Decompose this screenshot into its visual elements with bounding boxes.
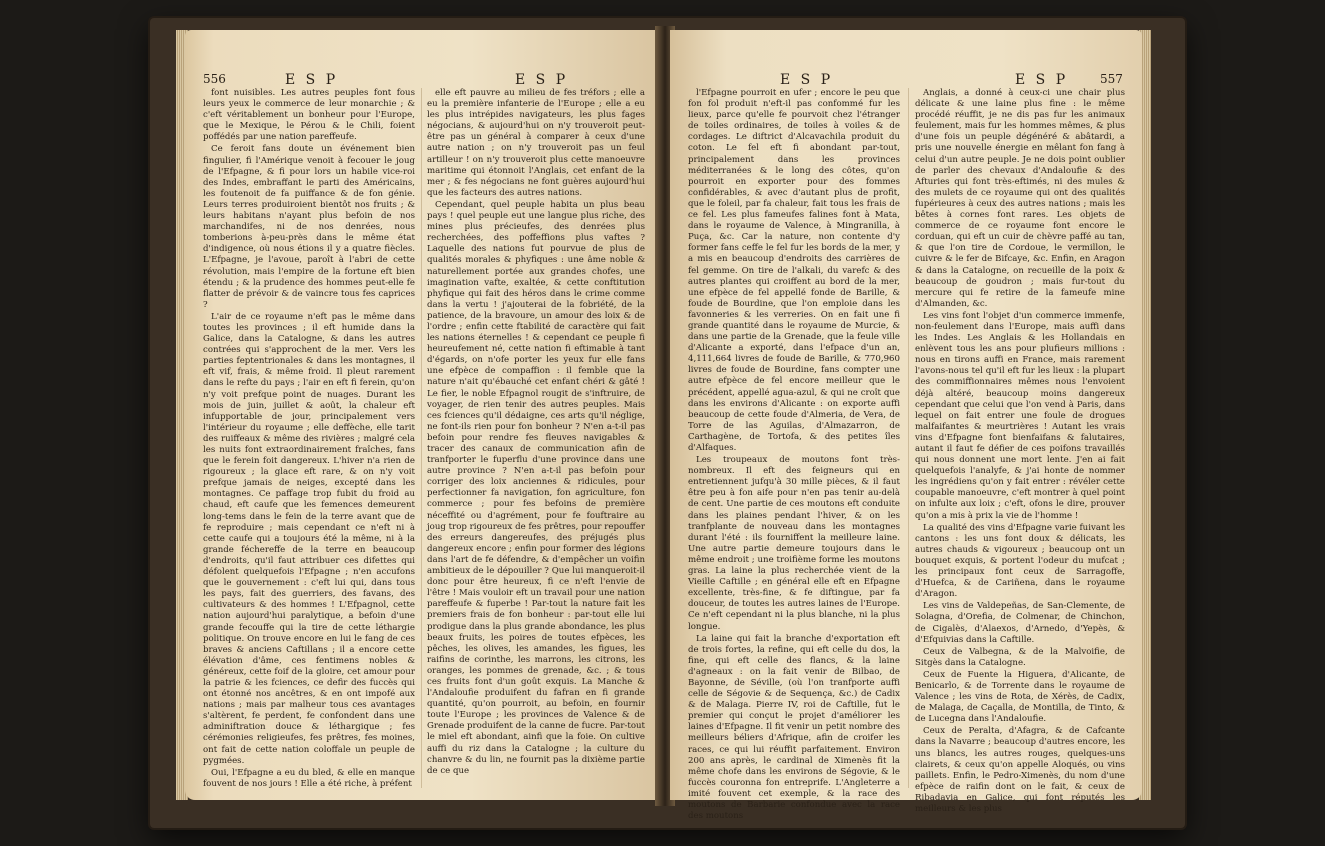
paragraph: Oui, l'Efpagne a eu du bled, & elle en manque fouvent de nos jours ! Elle a été riche, à préfent bbox=[203, 767, 415, 789]
right-page-column-1 bbox=[688, 88, 900, 823]
column-rule bbox=[421, 88, 422, 788]
running-head-right-b: E S P bbox=[1015, 72, 1069, 88]
right-page bbox=[670, 30, 1142, 822]
paragraph: Ceux de Fuente la Higuera, d'Alicante, de Benicarlo, & de Torrente dans le royaume de Valence ; les vins de Rota, de Xérès, de Cadix, de Malaga, de Caçalla, de Montilla, de Tinto, & de Lucegna dans l'Andaloufie. bbox=[915, 669, 1125, 725]
running-head-right-a: E S P bbox=[780, 72, 834, 88]
left-page-column-1 bbox=[203, 88, 415, 791]
page-number-right: 557 bbox=[1100, 72, 1123, 86]
right-page-column-2 bbox=[915, 88, 1125, 816]
paragraph: Cependant, quel peuple habita un plus beau pays ! quel peuple eut une langue plus riche, des mines plus précieufes, des denrées plus recherchées, des poffeffions plus vaftes ? Laquelle des nations fut pourvue de plus de qualités morales & phyfiques : une âme noble & naturellement portée aux grandes chofes, une imagination vafte, exaltée, & cette conftitution phyfique qui fait des héros dans le crime comme dans la vertu ! j'ajouterai de la fobriété, de la patience, de la bravoure, un amour des loix & de l'ordre ; enfin cette ftabilité de caractère qui fait les nations éternelles ! & cependant ce peuple fi heureufement né, cette nation fi eftimable à tant d'égards, on n'ofe porter les yeux fur elle fans une efpèce de compaffion : il femble que la nature n'ait qu'ébauché cet enfant chéri & gâté ! Le fier, le noble Efpagnol rougit de s'inftruire, de voyager, de rien tenir des autres peuples. Mais ces fciences qu'il dédaigne, ces arts qu'il néglige, ne font-ils rien pour fon bonheur ? N'en a-t-il pas befoin pour rendre fes fleuves navigables & tracer des canaux de communication afin de tranfporter le fuperflu d'une province dans une autre province ? N'en a-t-il pas befoin pour corriger des loix anciennes & ridicules, pour perfectionner fa navigation, fon agriculture, fon commerce ; pour fes befoins de première néceffité ou d'agrément, pour fe fouftraire au joug trop rigoureux de fes prêtres, pour repouffer des erreurs dangereufes, des préjugés plus dangereux encore ; enfin pour former des légions dans l'art de fe défendre, & d'empêcher un voifin ambitieux de le dépouiller ? Que lui manqueroit-il donc pour être heureux, fi ce n'eft l'envie de l'être ! Mais vouloir eft un travail pour une nation pareffeufe & fuperbe ! Par-tout la nature fait les premiers frais de fon bonheur : par-tout elle lui prodigue dans la plus grande abondance, les plus beaux fruits, les poires de toutes efpèces, les pêches, les olives, les amandes, les figues, les raifins de corinthe, les marrons, les citrons, les oranges, les pommes de grenade, &c. ; & tous ces fruits font d'un goût exquis. La Manche & l'Andaloufie produifent du fafran en fi grande quantité, qu'on pourroit, au befoin, en fournir toute l'Europe ; les provinces de Valence & de Grenade produifent de la canne de fucre. Par-tout le miel eft abondant, ainfi que la foie. On cultive auffi du riz dans la Catalogne ; la culture du chanvre & du lin, ne fournit pas la dixième partie de ce que bbox=[427, 199, 645, 776]
paragraph: Les vins font l'objet d'un commerce immenfe, non-feulement dans l'Europe, mais auffi dans les Indes. Les Anglais & les Hollandais en enlèvent tous les ans pour plufieurs millions : nous en tirons auffi en France, mais rarement l'avons-nous tel qu'il eft fur les lieux : la plupart des commiffionnaires mêmes nous l'envoient déjà altéré, beaucoup moins dangereux cependant que celui que l'on vend à Paris, dans lequel on fait entrer une foule de drogues malfaifantes & meurtrières ! Autant les vrais vins d'Efpagne font bienfaifans & falutaires, autant il faut fe défier de ces poifons travaillés qui nous donnent une mort lente. J'en ai fait quelquefois l'analyfe, & j'ai honte de nommer les ingrédiens qu'on y fait entrer : révéler cette coupable manoeuvre, c'eft montrer à quel point on infulte aux loix ; c'eft, ofons le dire, prouver qu'on a mis à prix la vie de l'homme ! bbox=[915, 310, 1125, 521]
paragraph: Ceux de Valbegna, & de la Malvoifie, de Sitgès dans la Catalogne. bbox=[915, 646, 1125, 668]
paragraph: Les vins de Valdepeñas, de San-Clemente, de Solagna, d'Orefia, de Colmenar, de Chinchon, de Cigalès, d'Alaexos, d'Arnedo, d'Yepès, & d'Efquivias dans la Caftille. bbox=[915, 601, 1125, 645]
paragraph: L'air de ce royaume n'eft pas le même dans toutes les provinces ; il eft humide dans la Galice, dans la Catalogne, & dans les autres contrées qui s'approchent de la mer. Vers les parties feptentrionales & dans les montagnes, il eft vif, frais, & même froid. Il pleut rarement dans le refte du pays ; l'air en eft fi ferein, qu'on n'y voit prefque point de nuages. Durant les mois de juin, juillet & août, la chaleur eft infupportable de jour, principalement vers l'intérieur du royaume ; elle deffèche, elle tarit des ruiffeaux & même des rivières ; malgré cela les nuits font extraordinairement fraîches, fans que le ferein foit dangereux. L'hiver n'a rien de rigoureux ; la glace eft rare, & on n'y voit prefque jamais de neiges, excepté dans les montagnes. Ce paffage trop fubit du froid au chaud, eft caufe que les femences demeurent long-tems dans le fein de la terre avant que de fe reproduire ; mais cependant ce n'eft ni à cette caufe qui a toujours été la même, ni à la grande féchereffe de la terre en beaucoup d'endroits, qu'il faut attribuer ces difettes qui défolent quelquefois l'Efpagne ; n'en accufons que le gouvernement : c'eft lui qui, dans tous les pays, fait des guerriers, des favans, des cultivateurs & des hommes ! L'Efpagnol, cette nation aujourd'hui paralytique, a befoin d'une grande fecouffe qui la tire de cette léthargie politique. On trouve encore en lui le fang de ces braves & anciens Caftillans ; il a encore cette élévation d'âme, ces fentimens nobles & généreux, cette foif de la gloire, cet amour pour la patrie & les fciences, ce defir des fuccès qui ont étonné nos ancêtres, & en ont impofé aux nations ; mais par malheur tous ces avantages s'altèrent, fe perdent, fe confondent dans une adminiftration douce & léthargique ; fes cérémonies religieufes, fes prêtres, fes moines, ont fait de cette nation coloffale un peuple de pygmées. bbox=[203, 311, 415, 766]
paragraph: Anglais, a donné à ceux-ci une chair plus délicate & une laine plus fine : le même procédé réuffit, je ne dis pas fur les animaux feulement, mais fur les hommes mêmes, & plus d'une fois un peuple dégénéré & abâtardi, a pris une nouvelle énergie en mêlant fon fang à celui d'un autre peuple. Je ne dois point oublier de parler des chevaux d'Andaloufie & des Afturies qui font très-eftimés, ni des mules & des mulets de ce royaume qui ont des qualités fupérieures à ceux des autres nations ; mais les bêtes à cornes font rares. Les objets de commerce de ce royaume font encore le corduan, qui eft un cuir de chèvre paffé au tan, & que l'on tire de Cordoue, le vermillon, le cuivre & le fer de Bifcaye, &c. Enfin, en Aragon & dans la Catalogne, on recueille de la poix & beaucoup de goudron ; mais fur-tout du mercure qui fe retire de la fameufe mine d'Almanden, &c. bbox=[915, 88, 1125, 309]
running-head-left-b: E S P bbox=[515, 72, 569, 88]
paragraph: Ce feroit fans doute un événement bien fingulier, fi l'Amérique venoit à fecouer le joug de l'Efpagne, & fi pour lors un habile vice-roi des Indes, embraffant le parti des Américains, les foutenoit de fa puiffance & de fon génie. Leurs terres produiroient bientôt nos fruits ; & leurs habitans n'ayant plus befoin de nos marchandifes, ni de nos denrées, nous tomberions à-peu-près dans le même état d'indigence, où nous étions il y a quatre fiècles. L'Efpagne, je l'avoue, paroît à l'abri de cette révolution, mais l'empire de la fortune eft bien étendu ; & la prudence des hommes peut-elle fe flatter de prévoir & de vaincre tous fes caprices ? bbox=[203, 144, 415, 310]
paragraph: l'Efpagne pourroit en ufer ; encore le peu que fon fol produit n'eft-il pas confommé fur les lieux, parce qu'elle fe pourvoit chez l'étranger de toiles ordinaires, de toiles à voiles & de cordages. Le diftrict d'Alcavachila produit du coton. Le fel eft fi abondant par-tout, principalement dans les provinces méditerranées & le long des côtes, qu'on pourroit en exporter pour des fommes confidérables, & avec d'autant plus de profit, que le foleil, par fa chaleur, fait tous les frais de ce fel. Les plus fameufes falines font à Mata, dans le royaume de Valence, à Mingranilla, à Puça, &c. Car la nature, non contente d'y former fans ceffe le fel fur les bords de la mer, y a mis en beaucoup d'endroits des carrières de fel gemme. On tire de l'alkali, du varefc & des autres plantes qui croiffent au bord de la mer, une efpèce de fel appellé fonde de Barille, & foude de Bourdine, que l'on emploie dans les favonneries & les verreries. On en fait une fi grande quantité dans le royaume de Murcie, & dans une partie de la Grenade, que la feule ville d'Alicante a exporté, dans l'efpace d'un an, 4,111,664 livres de foude de Barille, & 770,960 livres de foude de Bourdine, fans compter une autre efpèce de fel encore meilleur que le précédent, appellé agua-azul, & qui ne croît que dans les environs d'Alicante : on exporte auffi beaucoup de cette foude d'Almeria, de Vera, de Torre de las Aguilas, d'Almazarron, de Carthagène, de Tortofa, & des petites îles d'Alfaques. bbox=[688, 88, 900, 453]
column-rule bbox=[908, 88, 909, 788]
paragraph: Les troupeaux de moutons font très-nombreux. Il eft des feigneurs qui en entretiennent jufqu'à 30 mille pièces, & il faut être peu à fon aife pour n'en pas tenir au-delà de cent. Une partie de ces moutons eft conduite dans les plaines pendant l'hiver, & on les tranfplante de nouveau dans les montagnes durant l'été : ils fourniffent la meilleure laine. Une autre partie demeure toujours dans le même endroit ; une troifième forme les moutons gras. La laine la plus recherchée vient de la Vieille Caftille ; en général elle eft en Efpagne excellente, très-fine, & fe diftingue, par fa douceur, de toutes les autres laines de l'Europe. Ce n'eft cependant ni la plus blanche, ni la plus longue. bbox=[688, 455, 900, 632]
running-head-left-a: E S P bbox=[285, 72, 339, 88]
paragraph: elle eft pauvre au milieu de fes tréfors ; elle a eu la première infanterie de l'Europe ; elle a eu les plus intrépides navigateurs, les plus fages négocians, & aujourd'hui on n'y trouveroit peut-être pas un général à comparer à ceux d'une autre nation ; on n'y trouveroit pas un feul artilleur ! on n'y trouveroit plus cette manoeuvre maritime qui étonnoit l'Anglais, cet enfant de la mer ; & fes négocians ne font guères aujourd'hui que les facteurs des autres nations. bbox=[427, 88, 645, 198]
paragraph: La qualité des vins d'Efpagne varie fuivant les cantons : les uns font doux & délicats, les autres chauds & vigoureux ; beaucoup ont un bouquet exquis, & portent l'odeur du mufcat ; les principaux font ceux de Sarragoffe, d'Huefca, & de Cariñena, dans le royaume d'Aragon. bbox=[915, 522, 1125, 600]
paragraph: La laine qui fait la branche d'exportation eft de trois fortes, la refine, qui eft celle du dos, la fine, qui eft celle des flancs, & la laine d'agneaux : on la fait venir de Bilbao, de Bayonne, de Séville, (où l'on tranfporte auffi celle de Ségovie & de Sequença, &c.) de Cadix & de Malaga. Pierre IV, roi de Caftille, fut le premier qui conçut le projet d'améliorer les laines d'Efpagne. Il fit venir un petit nombre des meilleurs béliers d'Afrique, afin de croifer les races, ce qui lui réuffit parfaitement. Environ 200 ans après, le cardinal de Ximenès fit la même chofe dans les environs de Ségovie, & le fuccès couronna fon entreprife. L'Angleterre a imité fouvent cet exemple, & la race des moutons de Barbarie confondue avec la race des moutons bbox=[688, 633, 900, 822]
left-page-column-2 bbox=[427, 88, 645, 778]
paragraph: font nuisibles. Les autres peuples font fous leurs yeux le commerce de leur monarchie ; & c'eft véritablement un bonheur pour l'Europe, que le Mexique, le Pérou & le Chili, foient poffédés par une nation pareffeufe. bbox=[203, 88, 415, 143]
left-page bbox=[185, 30, 660, 800]
paragraph: Ceux de Peralta, d'Afagra, & de Cafcante dans la Navarre ; beaucoup d'autres encore, les uns blancs, les autres rouges, quelques-uns clairets, & ceux qu'on appelle Aloqués, ou vins paillets. Enfin, le Pedro-Ximenès, du nom d'une efpèce de raifin dont on le fait, & ceux de Ribadavia en Galice, qui font réputés les meilleurs & les plus bbox=[915, 726, 1125, 814]
page-number-left: 556 bbox=[203, 72, 226, 86]
